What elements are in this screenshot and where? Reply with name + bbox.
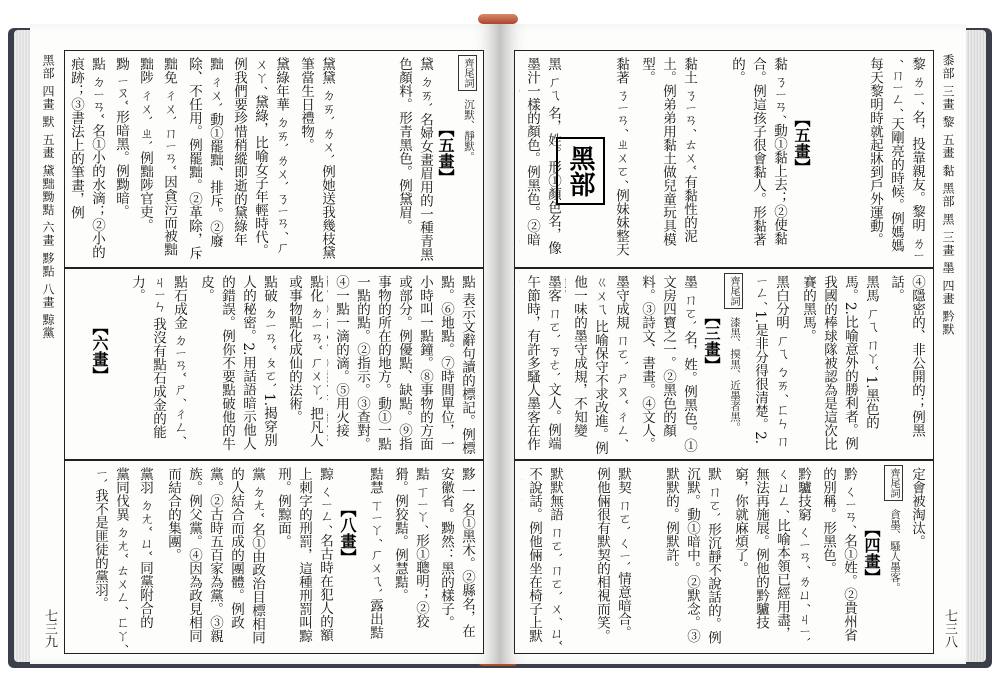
dictionary-entry: 黟 一 名①黑木。②縣名，在安徽省。黝然：黑的樣子。 xyxy=(438,467,475,638)
dictionary-entry: 點破 ㄉㄧㄢˇ ㄆㄛˋ 1.揭穿別人的秘密。2.用話語暗示他人的錯誤。例你不要點破他的牛皮。 xyxy=(198,275,277,451)
dictionary-entry: 黨 ㄉㄤˇ 名①由政治目標相同的人結合而成的團體。例政黨。②古時五百家為黨。③親族。例父黨。④因為政見相同而結合的集團。 xyxy=(165,467,265,645)
dictionary-entry: 黜陟 ㄔㄨˋ ㄓˋ 例黜陟官吏。 xyxy=(137,57,153,232)
tail-words-label: 齊尾詞 xyxy=(458,55,477,91)
dictionary-entry: 黠 ㄒㄧㄚˊ 形①聰明；②狡猾。例狡黠。例慧黠。 xyxy=(392,467,429,629)
right-top-panel xyxy=(514,50,934,268)
dictionary-entry: 定會被淘汰。 xyxy=(909,467,925,548)
dictionary-entry: 黜免 ㄔㄨˋ ㄇㄧㄢˇ 因貪污而被黜 xyxy=(161,57,177,257)
tail-words-note: 沉默、靜默。 xyxy=(463,99,475,162)
dictionary-entry: 點石成金 ㄉㄧㄢˇ ㄕˊ ㄔㄥˊ ㄐㄧㄣ 我沒有點石成金的能力。 xyxy=(129,275,187,441)
section-heading: 【五畫】 xyxy=(436,121,455,185)
tail-words-note: 漆黑、摸黑、近墨者黑。 xyxy=(729,317,741,433)
section-heading: 【四畫】 xyxy=(862,521,881,585)
dictionary-entry: 點 ㄉㄧㄢˇ 名①小的水滴；②小的痕跡；③書法上的筆畫，例 xyxy=(68,57,105,259)
dictionary-entry: ④隱密的、非公開的；例黑話。 xyxy=(888,275,925,437)
left-page xyxy=(30,24,500,664)
left-page-number: 七三九 xyxy=(42,609,57,648)
dictionary-entry: 黏著 ㄋㄧㄢˊ ㄓㄨㄛˊ 例妹妹整天 xyxy=(613,57,629,257)
dictionary-entry: 黠慧 ㄒㄧㄚˊ ㄏㄨㄟˋ 露出黠 xyxy=(367,467,383,640)
dictionary-entry: 黨同伐異 ㄉㄤˇ ㄊㄨㄥˊ ㄈㄚˊ ㄧˋ 我不是匪徒的黨羽。 xyxy=(92,467,129,649)
dictionary-entry: 黏土 ㄋㄧㄢˊ ㄊㄨˇ 有黏性的泥土。例弟弟用黏土做兒童玩具模型。 xyxy=(639,57,697,246)
dictionary-entry: 點化 ㄉㄧㄢˇ ㄏㄨㄚˋ 把凡人或事物點化成仙的法術。 xyxy=(286,275,323,448)
right-bottom-panel xyxy=(514,460,934,654)
section-heading: 【八畫】 xyxy=(338,501,357,565)
dictionary-entry: 黨羽 ㄉㄤˇ ㄩˇ 同黨附合的 xyxy=(137,467,153,629)
right-middle-panel xyxy=(514,268,934,460)
dictionary-entry: 黑馬 ㄏㄟ ㄇㄚˇ 1.黑色的馬。2.比喻意外的勝利者。例我國的棒球隊被認為是這次比賽的黑馬。 xyxy=(800,275,879,451)
dictionary-entry: 黝 ㄧㄡˇ 形暗黑。例黝暗。 xyxy=(113,57,129,219)
tail-words-label: 齊尾詞 xyxy=(884,465,903,501)
dictionary-entry: 黎 ㄌㄧˊ 名，投靠親友。黎明 ㄌㄧˊ ㄇㄧㄥˊ 天剛亮的時候。例媽媽每天黎明時就起牀到戶外運動。 xyxy=(867,57,925,261)
left-running-head: 黑部 四畫 默 五畫 黛黜黝黠 六畫 黟點 八畫 黥黨 xyxy=(41,54,55,340)
dictionary-entry: 黑 ㄏㄟ 名，姓。形①顏色名，像墨汁一樣的顏色。例黑色。②暗 xyxy=(524,57,561,255)
radical-section-box: 黑部 xyxy=(556,137,605,205)
dictionary-entry: 黔驢技窮 ㄑㄧㄢˊ ㄌㄩˊ ㄐㄧˋ ㄑㄩㄥˊ 比喻本領已經用盡，無法再施展。例他的黔驢技窮，你就麻煩了。 xyxy=(732,467,811,644)
dictionary-entry: 黔 ㄑㄧㄢˊ 名①姓。②貴州省的別稱。形黑色。 xyxy=(820,467,857,642)
right-page xyxy=(500,24,966,664)
dictionary-entry: 黏 ㄋㄧㄢˊ 動①黏上去；②使黏合。例這孩子很會黏人。形黏著的。 xyxy=(729,57,787,246)
right-running-head: 黍部 三畫 黎 五畫 黏 黑部 黑 三畫 墨 四畫 黔默 xyxy=(941,54,955,337)
dictionary-entry: 墨守成規 ㄇㄛˋ ㄕㄡˇ ㄔㄥˊ ㄍㄨㄟ 比喻保守不求改進。例他一味的墨守成規，不知變 xyxy=(571,275,629,455)
tail-words-note: 貪墨、騷人墨客。 xyxy=(889,509,901,593)
dictionary-entry: 點 表示文辭句讀的標記。例標點。⑥地點。⑦時間單位，一小時叫一點鐘。⑧事物的方面或部分。例優點、缺點。⑨指事物的所在的地方。動①一點一點的點。②指示。③查對。④一點一滴的滴。⑤用火接 xyxy=(333,275,475,455)
dictionary-entry: 墨 ㄇㄛˋ 名，姓。例黑色。①文房四寶之一。②黑色的顏料。③詩文、書畫。④文人。 xyxy=(639,275,697,453)
dictionary-entry: 墨客 ㄇㄛˋ ㄎㄜˋ 文人。例端午節時，有許多騷人墨客在作 xyxy=(524,275,561,451)
section-heading: 【五畫】 xyxy=(792,111,811,175)
dictionary-entry: 黛黛 ㄉㄞˋ ㄌㄨˋ 例她送我幾枝黛筆當生日禮物。 xyxy=(298,57,335,259)
section-heading: 【三畫】 xyxy=(702,309,721,373)
dictionary-entry: 黥 ㄑㄧㄥˊ 名古時在犯人的額上刺字的刑罰，這種刑罰叫黥刑。例黥面。 xyxy=(275,467,333,643)
dictionary-entry: 黜 ㄔㄨˋ 動①罷黜、排斥。②廢除、不任用。例罷黜。②革除，斥 xyxy=(186,57,223,260)
left-middle-panel xyxy=(64,268,484,460)
section-heading: 【六畫】 xyxy=(90,319,109,383)
dictionary-entry: 黛綠年華 ㄉㄞˋ ㄌㄨˋ ㄋㄧㄢˊ ㄏㄨㄚˊ 黛綠，比喻女子年輕時代。例我們要珍惜稍縱即逝的黛綠年 xyxy=(231,57,289,258)
dictionary-entry: 默契 ㄇㄛˋ ㄑㄧˋ 情意暗合。例他倆很有默契的相視而笑。 xyxy=(594,467,631,643)
dictionary-entry: 默默無語 ㄇㄛˋ ㄇㄛˋ ㄨˊ ㄩˇ 不說話。例他倆坐在椅子上默 xyxy=(526,467,563,647)
tail-words-label: 齊尾詞 xyxy=(724,273,743,309)
dictionary-entry: 黛 ㄉㄞˋ 名婦女畫眉用的一種青黑色顏料。形青黑色。例黛眉。 xyxy=(396,57,433,262)
dictionary-entry: 黑白分明 ㄏㄟ ㄅㄞˊ ㄈㄣ ㄇㄧㄥˊ 1.是非分得很清楚。2. xyxy=(752,275,789,448)
right-page-number: 七三八 xyxy=(942,609,957,648)
spine-headband-top xyxy=(478,14,518,24)
left-bottom-panel xyxy=(64,460,484,654)
dictionary-entry: 默 ㄇㄛˋ 形沉靜不說話的。例沉默。動①暗中。②默念。③默默的。例默許。 xyxy=(663,467,721,645)
left-top-panel xyxy=(64,50,484,268)
